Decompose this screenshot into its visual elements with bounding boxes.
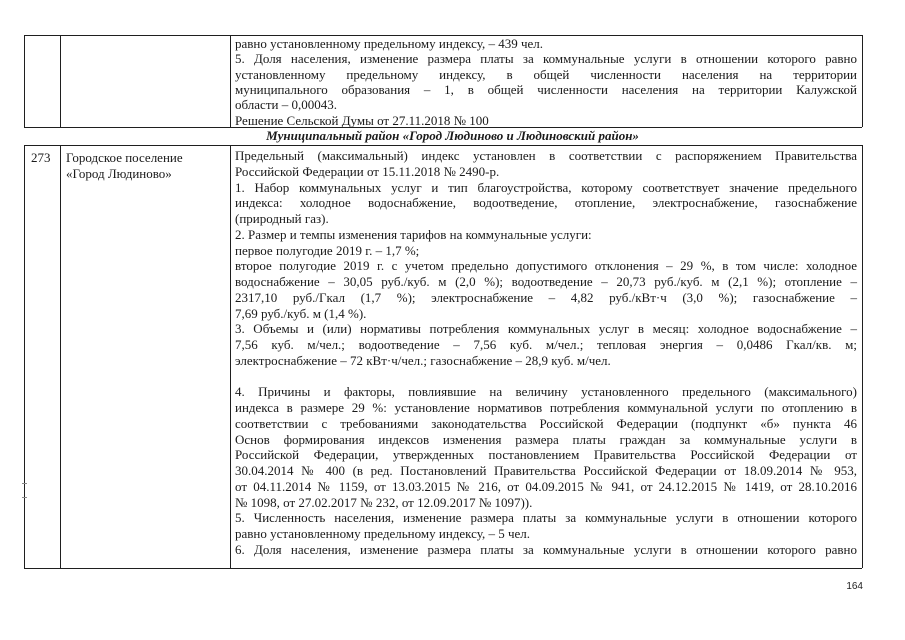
text-line: равно установленному предельному индексу, – 439 чел. (235, 36, 543, 51)
table-left-border (24, 145, 25, 568)
text-line: Российской Федерации от 15.11.2018 № 2490-р. (235, 163, 500, 179)
text-line: соответствии с требованиями законодательства Российской Федерации (подпункт «б» пункта 46 (235, 415, 857, 431)
table-left-border (24, 35, 25, 127)
text-line: Решение Сельской Думы от 27.11.2018 № 100 (235, 112, 489, 128)
text-line: установленному предельному индексу, в общей численности населения на территории (235, 66, 857, 82)
text-line: 5. Доля населения, изменение размера платы за коммунальные услуги в отношении которого равно (235, 51, 857, 67)
section-bottom-border (24, 145, 862, 146)
text-line: 7,69 руб./куб. м (1,4 %). (235, 305, 367, 321)
text-line: (природный газ). (235, 211, 329, 226)
section-title: Муниципальный район «Город Людиново и Людиновский район» (266, 128, 639, 143)
text-line: № 1098, от 27.02.2017 № 232, от 12.09.2017 № 1097)). (235, 494, 533, 510)
row-number: 273 (31, 150, 51, 165)
column-divider-2 (230, 145, 231, 568)
column-divider-2 (230, 35, 231, 127)
table-right-border (862, 35, 863, 127)
text-line: 2317,10 руб./Гкал (1,7 %); электроснабжение – 4,82 руб./кВт·ч (3,0 %); газоснабжение – (235, 289, 857, 305)
text-line: муниципального образования – 1, в общей численности населения на территории Калужской (235, 81, 857, 97)
text-line: индекса: холодное водоснабжение, водоотведение, отопление, электроснабжение, газоснабжение (235, 195, 857, 211)
table-bottom-border (24, 568, 862, 569)
text-line: 1. Набор коммунальных услуг и тип благоустройства, которому соответствует значение предельного (235, 179, 857, 195)
text-line: от 04.11.2014 № 1159, от 13.03.2015 № 216, от 04.09.2015 № 941, от 24.12.2015 № 1419, от 28.10.2016 (235, 478, 857, 494)
column-divider-1 (60, 145, 61, 568)
text-line: 2. Размер и темпы изменения тарифов на коммунальные услуги: (235, 226, 592, 242)
municipality-name-line-1: Городское поселение (66, 150, 183, 165)
municipality-name-line-2: «Город Людиново» (66, 165, 172, 181)
text-line: 3. Объемы и (или) нормативы потребления коммунальных услуг в месяц: холодное водоснабжение – (235, 321, 857, 337)
margin-mark (22, 483, 27, 484)
column-divider-1 (60, 35, 61, 127)
text-line: 7,56 куб. м/чел.; водоотведение – 7,56 куб. м/чел.; тепловая энергия – 0,0486 Гкал/кв. м; (235, 337, 857, 352)
text-line: 5. Численность населения, изменение размера платы за коммунальные услуги в отношении которого (235, 510, 857, 526)
text-line: электроснабжение – 72 кВт·ч/чел.; газоснабжение – 28,9 куб. м/чел. (235, 352, 611, 368)
text-line: Российской Федерации, утвержденных постановлением Правительства Российской Федерации от (235, 447, 857, 463)
text-line: Основ формирования индексов изменения размера платы граждан за коммунальные услуги в (235, 431, 857, 447)
text-line: индекса в размере 29 %: установление нормативов потребления коммунальной услуги по отоплению в (235, 400, 857, 415)
text-line: равно установленному предельному индексу, – 5 чел. (235, 526, 530, 541)
text-line: Предельный (максимальный) индекс установлен в соответствии с распоряжением Правительства (235, 148, 857, 163)
text-line: второе полугодие 2019 г. с учетом предельно допустимого отклонения – 29 %, в том числе: холодное (235, 258, 857, 274)
text-line: первое полугодие 2019 г. – 1,7 %; (235, 242, 420, 258)
text-line: 30.04.2014 № 400 (в ред. Постановлений Правительства Российской Федерации от 18.09.2014 № 953, (235, 463, 857, 478)
text-line: 6. Доля населения, изменение размера платы за коммунальные услуги в отношении которого равно (235, 541, 857, 557)
text-line: 4. Причины и факторы, повлиявшие на величину установленного предельного (максимального) (235, 384, 857, 400)
text-line: области – 0,00043. (235, 97, 337, 113)
margin-mark (22, 497, 27, 498)
text-line: водоснабжение – 30,05 руб./куб. м (2,0 %); водоотведение – 20,73 руб./куб. м (2,1 %); отопление – (235, 274, 857, 289)
page-number: 164 (846, 581, 863, 592)
table-right-border (862, 145, 863, 568)
